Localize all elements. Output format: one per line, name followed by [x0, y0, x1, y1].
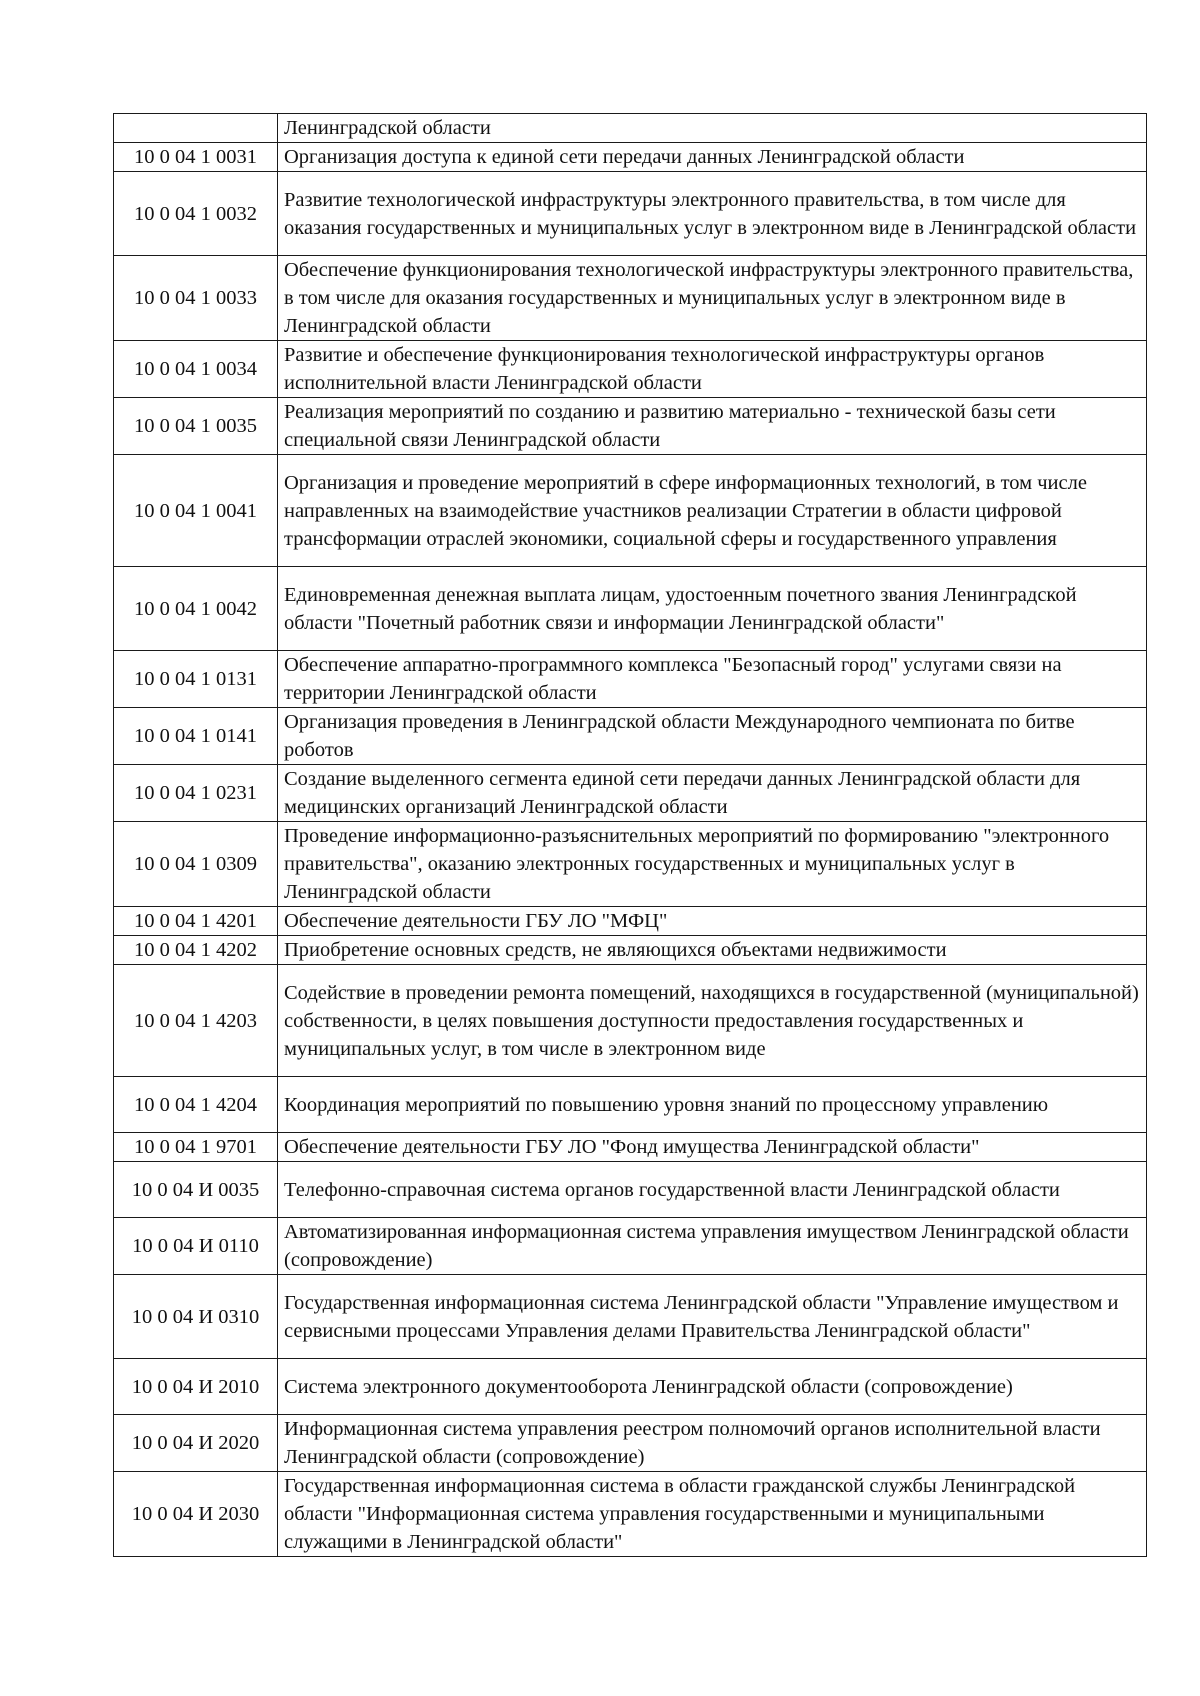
table-row — [114, 765, 1147, 822]
description-cell: Телефонно-справочная система органов государственной власти Ленинградской области — [278, 1162, 1147, 1218]
description-cell: Ленинградской области — [278, 114, 1147, 143]
code-cell: 10 0 04 1 4201 — [114, 907, 278, 936]
table-row — [114, 1472, 1147, 1557]
table-row — [114, 1275, 1147, 1359]
code-cell: 10 0 04 1 0131 — [114, 651, 278, 708]
description-cell: Государственная информационная система в области гражданской службы Ленинградской области "Информационная система управления государственными и муниципальными служащими в Ленинградской области" — [278, 1472, 1147, 1557]
table-row — [114, 567, 1147, 651]
table-row — [114, 822, 1147, 907]
code-cell: 10 0 04 И 2010 — [114, 1359, 278, 1415]
table-row — [114, 936, 1147, 965]
code-cell: 10 0 04 1 4203 — [114, 965, 278, 1077]
budget-codes-table — [113, 113, 1147, 1557]
code-cell: 10 0 04 1 0035 — [114, 398, 278, 455]
code-cell: 10 0 04 1 4204 — [114, 1077, 278, 1133]
code-cell: 10 0 04 1 9701 — [114, 1133, 278, 1162]
code-cell: 10 0 04 1 0034 — [114, 341, 278, 398]
description-cell: Развитие и обеспечение функционирования технологической инфраструктуры органов исполнительной власти Ленинградской области — [278, 341, 1147, 398]
description-cell: Создание выделенного сегмента единой сети передачи данных Ленинградской области для медицинских организаций Ленинградской области — [278, 765, 1147, 822]
code-cell: 10 0 04 1 0032 — [114, 172, 278, 256]
table-row — [114, 1218, 1147, 1275]
code-cell: 10 0 04 1 0033 — [114, 256, 278, 341]
table-row — [114, 143, 1147, 172]
table-row — [114, 1359, 1147, 1415]
description-cell: Обеспечение деятельности ГБУ ЛО "МФЦ" — [278, 907, 1147, 936]
description-cell: Координация мероприятий по повышению уровня знаний по процессному управлению — [278, 1077, 1147, 1133]
description-cell: Реализация мероприятий по созданию и развитию материально - технической базы сети специальной связи Ленинградской области — [278, 398, 1147, 455]
description-cell: Автоматизированная информационная система управления имуществом Ленинградской области (сопровождение) — [278, 1218, 1147, 1275]
code-cell: 10 0 04 1 0031 — [114, 143, 278, 172]
description-cell: Организация проведения в Ленинградской области Международного чемпионата по битве роботов — [278, 708, 1147, 765]
description-cell: Приобретение основных средств, не являющихся объектами недвижимости — [278, 936, 1147, 965]
code-cell: 10 0 04 1 0041 — [114, 455, 278, 567]
code-cell: 10 0 04 И 0110 — [114, 1218, 278, 1275]
code-cell: 10 0 04 1 0141 — [114, 708, 278, 765]
description-cell: Развитие технологической инфраструктуры электронного правительства, в том числе для оказания государственных и муниципальных услуг в электронном виде в Ленинградской области — [278, 172, 1147, 256]
description-cell: Государственная информационная система Ленинградской области "Управление имуществом и сервисными процессами Управления делами Правительства Ленинградской области" — [278, 1275, 1147, 1359]
table-row — [114, 1415, 1147, 1472]
code-cell: 10 0 04 1 0042 — [114, 567, 278, 651]
table-row — [114, 708, 1147, 765]
table-row — [114, 1077, 1147, 1133]
table-row — [114, 965, 1147, 1077]
code-cell: 10 0 04 И 2030 — [114, 1472, 278, 1557]
description-cell: Организация доступа к единой сети передачи данных Ленинградской области — [278, 143, 1147, 172]
code-cell: 10 0 04 И 0035 — [114, 1162, 278, 1218]
code-cell: 10 0 04 1 4202 — [114, 936, 278, 965]
table-row — [114, 1162, 1147, 1218]
description-cell: Единовременная денежная выплата лицам, удостоенным почетного звания Ленинградской области "Почетный работник связи и информации Ленинградской области" — [278, 567, 1147, 651]
description-cell: Система электронного документооборота Ленинградской области (сопровождение) — [278, 1359, 1147, 1415]
code-cell: 10 0 04 1 0309 — [114, 822, 278, 907]
table-row — [114, 651, 1147, 708]
code-cell — [114, 114, 278, 143]
table-row — [114, 398, 1147, 455]
table-row — [114, 256, 1147, 341]
table-row — [114, 907, 1147, 936]
code-cell: 10 0 04 И 0310 — [114, 1275, 278, 1359]
table-row — [114, 1133, 1147, 1162]
description-cell: Организация и проведение мероприятий в сфере информационных технологий, в том числе направленных на взаимодействие участников реализации Стратегии в области цифровой трансформации отраслей экономики, социальной сферы и государственного управления — [278, 455, 1147, 567]
table-row — [114, 172, 1147, 256]
table-row — [114, 455, 1147, 567]
description-cell: Информационная система управления реестром полномочий органов исполнительной власти Ленинградской области (сопровождение) — [278, 1415, 1147, 1472]
description-cell: Содействие в проведении ремонта помещений, находящихся в государственной (муниципальной) собственности, в целях повышения доступности предоставления государственных и муниципальных услуг, в том числе в электронном виде — [278, 965, 1147, 1077]
table-row — [114, 341, 1147, 398]
table-row — [114, 114, 1147, 143]
description-cell: Обеспечение деятельности ГБУ ЛО "Фонд имущества Ленинградской области" — [278, 1133, 1147, 1162]
code-cell: 10 0 04 И 2020 — [114, 1415, 278, 1472]
description-cell: Проведение информационно-разъяснительных мероприятий по формированию "электронного правительства", оказанию электронных государственных и муниципальных услуг в Ленинградской области — [278, 822, 1147, 907]
description-cell: Обеспечение функционирования технологической инфраструктуры электронного правительства, в том числе для оказания государственных и муниципальных услуг в электронном виде в Ленинградской области — [278, 256, 1147, 341]
code-cell: 10 0 04 1 0231 — [114, 765, 278, 822]
description-cell: Обеспечение аппаратно-программного комплекса "Безопасный город" услугами связи на территории Ленинградской области — [278, 651, 1147, 708]
